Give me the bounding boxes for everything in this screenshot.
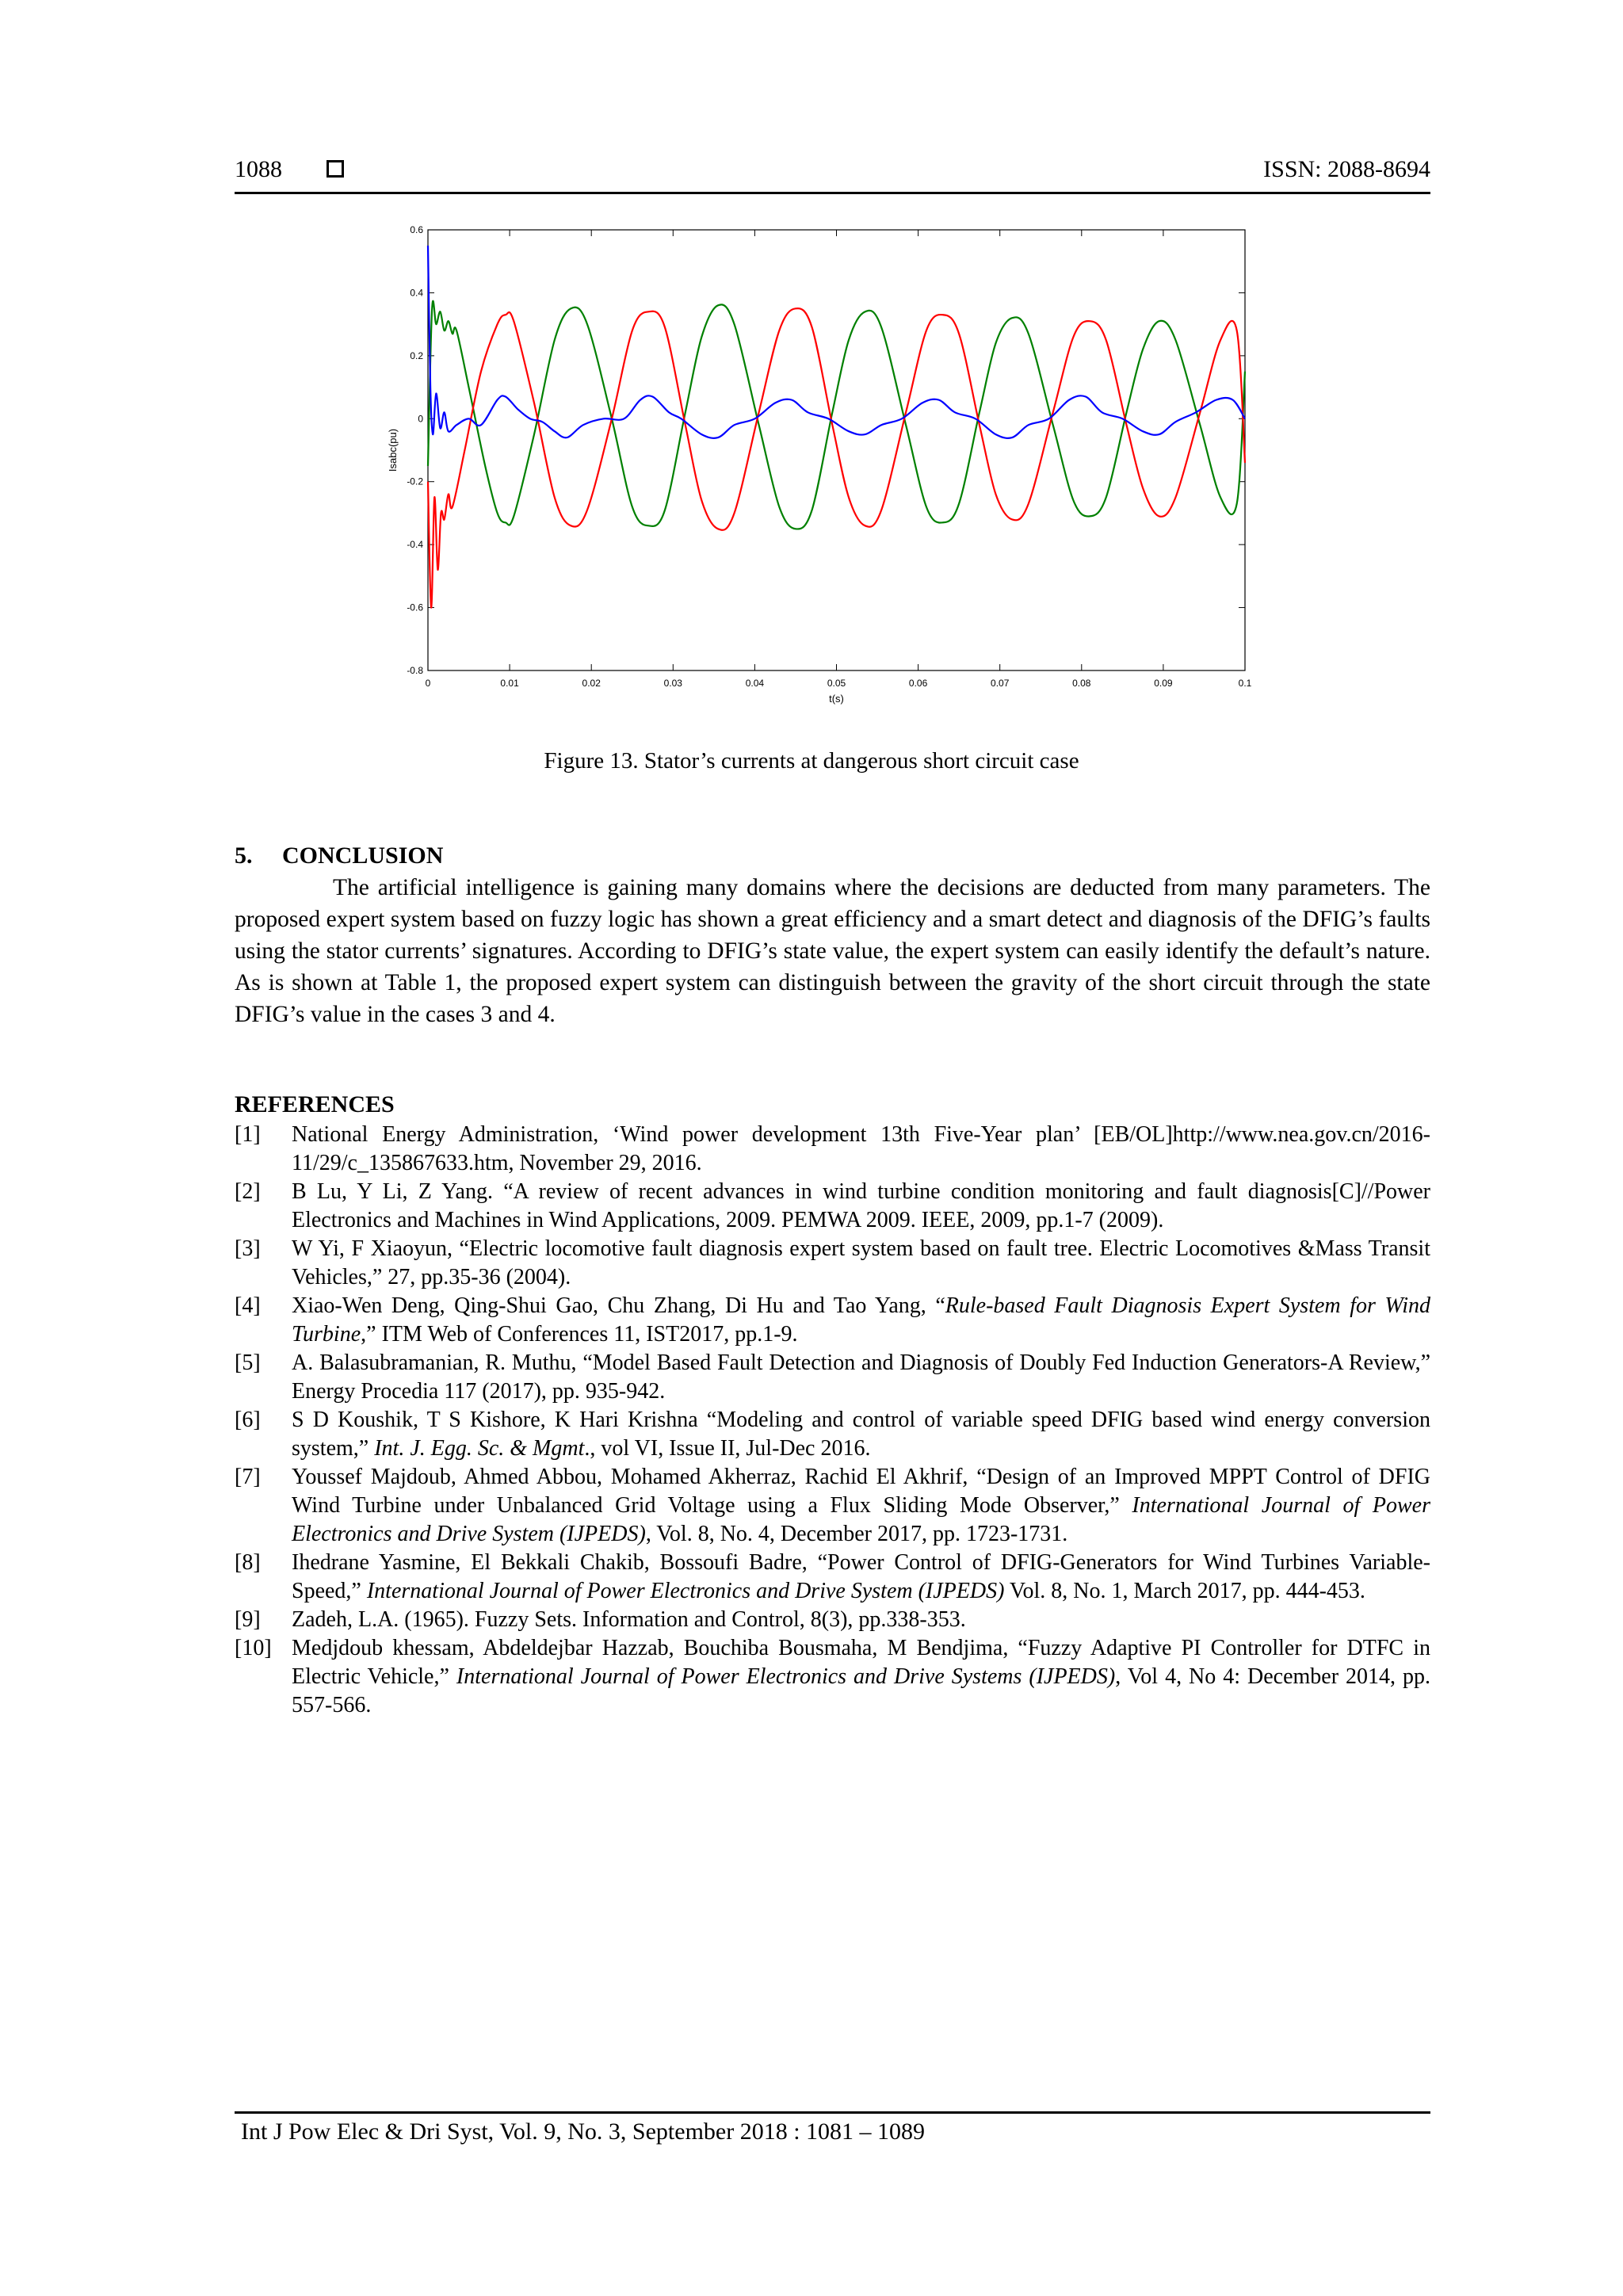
reference-italic-title: Rule-based Fault Diagnosis Expert System for Wind Turbine — [292, 1293, 1430, 1347]
reference-text — [292, 1121, 1430, 1178]
reference-item — [235, 1121, 1430, 1178]
x-tick-label: 0.08 — [1072, 678, 1091, 689]
reference-item — [235, 1349, 1430, 1406]
reference-text-part: Vol. 8, No. 1, March 2017, pp. 444-453. — [1004, 1579, 1365, 1603]
header-rule — [235, 192, 1430, 194]
reference-number: [8] — [235, 1550, 261, 1575]
reference-number: [6] — [235, 1408, 261, 1432]
reference-text — [292, 1549, 1430, 1606]
reference-item — [235, 1406, 1430, 1463]
reference-text-part: S D Koushik, T S Kishore, K Hari Krishna “Modeling and control of variable speed DFIG based wind energy conversion system,” — [292, 1408, 1430, 1461]
x-tick-label: 0.06 — [908, 678, 928, 689]
reference-text-part: Ihedrane Yasmine, El Bekkali Chakib, Bossoufi Badre, “Power Control of DFIG-Generators for Wind Turbines Variable-Speed,” — [292, 1550, 1430, 1603]
stator-currents-chart — [380, 219, 1284, 726]
reference-text — [292, 1292, 1430, 1349]
x-tick-label: 0.02 — [582, 678, 601, 689]
reference-text-part: W Yi, F Xiaoyun, “Electric locomotive fault diagnosis expert system based on fault tree. Electric Locomotives &Mass Transit Vehicles,” 27, pp.35-36 (2004). — [292, 1236, 1430, 1289]
figure-caption: Figure 13. Stator’s currents at dangerous short circuit case — [544, 748, 1079, 774]
reference-text — [292, 1634, 1430, 1720]
reference-item — [235, 1178, 1430, 1235]
reference-text-part: B Lu, Y Li, Z Yang. “A review of recent advances in wind turbine condition monitoring and fault diagnosis[C]//Power Electronics and Machines in Wind Applications, 2009. PEMWA 2009. IEEE, 2009, pp.1-7 (2009). — [292, 1179, 1430, 1232]
reference-text — [292, 1235, 1430, 1292]
footer-rule — [235, 2111, 1430, 2114]
reference-text-part: Xiao-Wen Deng, Qing-Shui Gao, Chu Zhang, Di Hu and Tao Yang, “ — [292, 1293, 945, 1318]
reference-text-part: , Vol. 8, No. 4, December 2017, pp. 1723-1731. — [645, 1522, 1068, 1546]
reference-item — [235, 1463, 1430, 1549]
reference-italic-title: Int. J. Egg. Sc. & Mgmt — [374, 1436, 585, 1461]
y-tick-label: -0.4 — [407, 539, 423, 551]
reference-number: [5] — [235, 1350, 261, 1375]
y-tick-label: 0.4 — [410, 287, 423, 299]
journal-issn: ISSN: 2088-8694 — [1263, 156, 1430, 182]
x-tick-label: 0.07 — [991, 678, 1010, 689]
conclusion-body — [235, 872, 1430, 1030]
reference-text-part: , Vol 4, No 4: December 2014, pp. 557-566. — [292, 1664, 1431, 1717]
reference-italic-title: International Journal of Power Electronics and Drive System (IJPEDS) — [366, 1579, 1005, 1603]
reference-item — [235, 1634, 1430, 1720]
reference-italic-title: International Journal of Power Electronics and Drive System (IJPEDS) — [292, 1493, 1430, 1546]
reference-number: [9] — [235, 1607, 261, 1632]
page-number: 1088 — [235, 156, 282, 182]
reference-number: [7] — [235, 1465, 261, 1489]
x-tick-label: 0.04 — [745, 678, 765, 689]
reference-item — [235, 1549, 1430, 1606]
series-line-0 — [428, 301, 1245, 529]
x-tick-label: 0.01 — [500, 678, 519, 689]
conclusion-paragraph: The artificial intelligence is gaining many domains where the decisions are deducted from many parameters. The proposed expert system based on fuzzy logic has shown a great efficiency and a smart detect and diagnosis of the DFIG’s faults using the stator currents’ signatures. According to DFIG’s state value, the expert system can easily identify the default’s nature. As is shown at Table 1, the proposed expert system can distinguish between the gravity of the short circuit through the state DFIG’s value in the cases 3 and 4. — [235, 875, 1430, 1027]
reference-item — [235, 1235, 1430, 1292]
y-tick-label: -0.6 — [407, 602, 423, 613]
x-tick-label: 0.1 — [1238, 678, 1252, 689]
reference-number: [4] — [235, 1293, 261, 1318]
reference-text-part: Medjdoub khessam, Abdeldejbar Hazzab, Bouchiba Bousmaha, M Bendjima, “Fuzzy Adaptive PI Controller for DTFC in Electric Vehicle,” — [292, 1636, 1430, 1689]
reference-text — [292, 1463, 1430, 1549]
x-axis-label: t(s) — [829, 693, 844, 705]
plot-frame — [428, 230, 1245, 670]
figure-13 — [380, 219, 1284, 726]
reference-item — [235, 1292, 1430, 1349]
section-heading-conclusion: 5. CONCLUSION — [235, 842, 444, 869]
reference-text-part: A. Balasubramanian, R. Muthu, “Model Based Fault Detection and Diagnosis of Doubly Fed Induction Generators-A Review,” Energy Procedia 117 (2017), pp. 935-942. — [292, 1350, 1430, 1404]
reference-text-part: ,” ITM Web of Conferences 11, IST2017, pp.1-9. — [361, 1322, 798, 1347]
reference-text-part: National Energy Administration, ‘Wind power development 13th Five-Year plan’ [EB/OL]http://www.nea.gov.cn/2016-11/29/c_135867633.htm, November 29, 2016. — [292, 1122, 1430, 1175]
x-tick-label: 0.05 — [827, 678, 846, 689]
reference-text-part: Zadeh, L.A. (1965). Fuzzy Sets. Information and Control, 8(3), pp.338-353. — [292, 1607, 966, 1632]
y-tick-label: 0.6 — [410, 224, 423, 235]
references-heading: REFERENCES — [235, 1091, 395, 1117]
reference-text-part: ., vol VI, Issue II, Jul-Dec 2016. — [584, 1436, 871, 1461]
references-list — [235, 1121, 1430, 1720]
reference-text — [292, 1606, 1430, 1634]
x-tick-label: 0.03 — [663, 678, 682, 689]
y-tick-label: 0.2 — [410, 350, 423, 361]
footer-citation: Int J Pow Elec & Dri Syst, Vol. 9, No. 3, September 2018 : 1081 – 1089 — [241, 2118, 926, 2145]
reference-text-part: Youssef Majdoub, Ahmed Abbou, Mohamed Akherraz, Rachid El Akhrif, “Design of an Improved MPPT Control of DFIG Wind Turbine under Unbalanced Grid Voltage using a Flux Sliding Mode Observer,” — [292, 1465, 1430, 1518]
y-tick-label: 0 — [418, 413, 423, 425]
x-tick-label: 0 — [425, 678, 431, 689]
x-tick-label: 0.09 — [1154, 678, 1173, 689]
reference-item — [235, 1606, 1430, 1634]
y-axis-label: Isabc(pu) — [387, 428, 399, 472]
reference-text — [292, 1406, 1430, 1463]
reference-italic-title: International Journal of Power Electronics and Drive Systems (IJPEDS) — [456, 1664, 1116, 1689]
square-bullet-icon — [327, 160, 344, 178]
reference-number: [1] — [235, 1122, 261, 1147]
reference-number: [10] — [235, 1636, 272, 1660]
y-tick-label: -0.2 — [407, 476, 423, 487]
reference-text — [292, 1178, 1430, 1235]
reference-number: [2] — [235, 1179, 261, 1204]
reference-text — [292, 1349, 1430, 1406]
y-tick-label: -0.8 — [407, 665, 423, 676]
reference-number: [3] — [235, 1236, 261, 1261]
